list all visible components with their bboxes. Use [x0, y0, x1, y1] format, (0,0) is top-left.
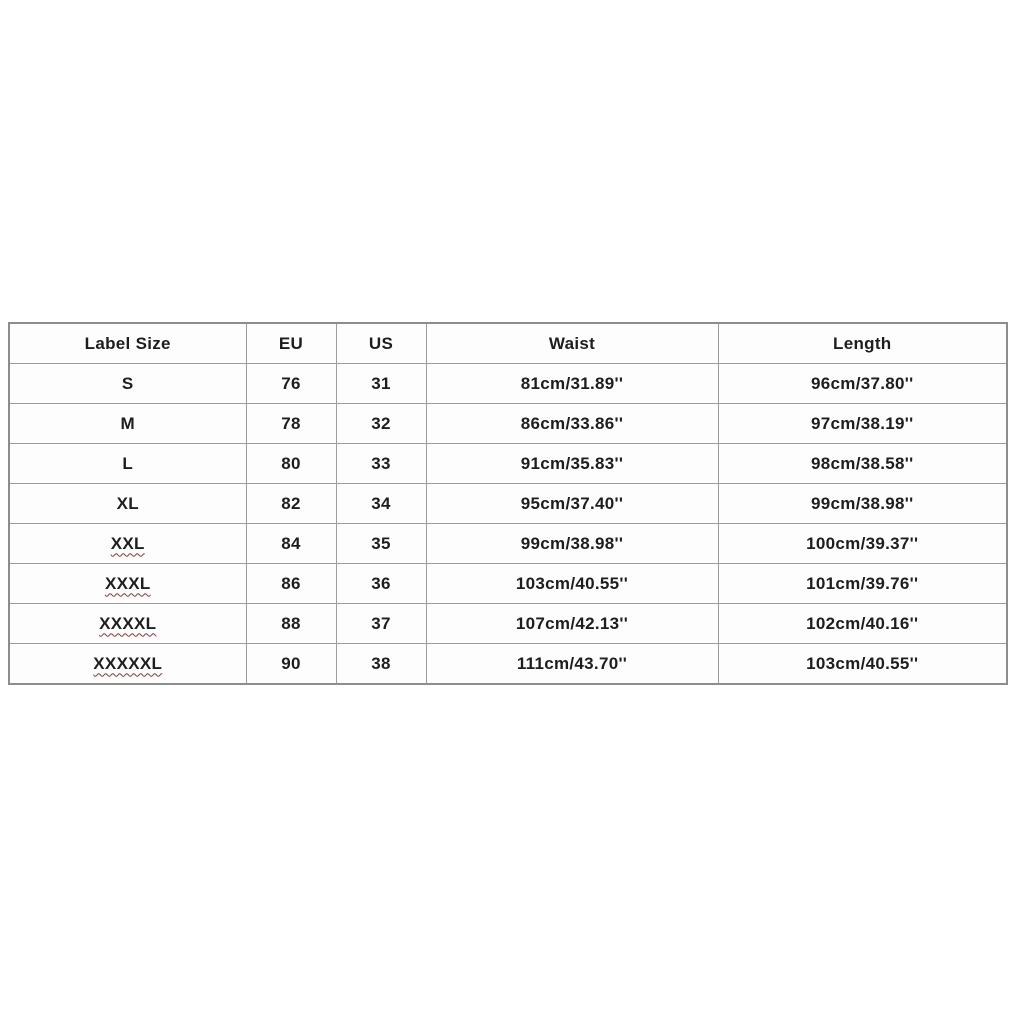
cell-length — [718, 444, 1007, 484]
cell-length — [718, 644, 1007, 685]
cell-us — [336, 444, 426, 484]
table-row — [9, 364, 1007, 404]
cell-us — [336, 564, 426, 604]
size-label-text: S — [121, 373, 134, 393]
length-value: 97cm/38.19'' — [811, 413, 914, 433]
eu-value: 88 — [281, 613, 301, 633]
cell-eu — [246, 644, 336, 685]
waist-value: 81cm/31.89'' — [520, 373, 624, 393]
eu-value: 84 — [281, 533, 301, 553]
cell-eu — [246, 564, 336, 604]
us-value: 35 — [371, 533, 391, 553]
cell-us — [336, 484, 426, 524]
length-value: 102cm/40.16'' — [806, 613, 919, 633]
size-label-text: XL — [116, 493, 139, 513]
size-label-text: XXXXXL — [93, 653, 163, 673]
waist-value: 99cm/38.98'' — [520, 533, 624, 553]
cell-length — [718, 404, 1007, 444]
cell-eu — [246, 484, 336, 524]
table-row — [9, 484, 1007, 524]
length-value: 101cm/39.76'' — [806, 573, 919, 593]
cell-size-label — [9, 564, 246, 604]
cell-us — [336, 644, 426, 685]
header-row — [9, 323, 1007, 364]
cell-eu — [246, 604, 336, 644]
cell-waist — [426, 644, 718, 685]
cell-eu — [246, 404, 336, 444]
cell-waist — [426, 484, 718, 524]
waist-value: 103cm/40.55'' — [515, 573, 629, 593]
cell-waist — [426, 404, 718, 444]
length-value: 100cm/39.37'' — [806, 533, 919, 553]
header-waist: Waist — [426, 323, 718, 364]
cell-size-label — [9, 484, 246, 524]
us-value: 33 — [371, 453, 391, 473]
eu-value: 78 — [281, 413, 301, 433]
length-value: 98cm/38.58'' — [811, 453, 914, 473]
cell-length — [718, 564, 1007, 604]
cell-waist — [426, 524, 718, 564]
size-label-text: M — [120, 413, 135, 433]
waist-value: 107cm/42.13'' — [515, 613, 629, 633]
table-row — [9, 564, 1007, 604]
waist-value: 111cm/43.70'' — [516, 653, 628, 673]
size-chart-table — [8, 322, 1008, 685]
cell-us — [336, 364, 426, 404]
eu-value: 86 — [281, 573, 301, 593]
length-value: 103cm/40.55'' — [806, 653, 919, 673]
cell-size-label — [9, 524, 246, 564]
size-label-text: XXL — [110, 533, 145, 553]
cell-waist — [426, 444, 718, 484]
cell-us — [336, 404, 426, 444]
us-value: 32 — [371, 413, 391, 433]
table-row — [9, 524, 1007, 564]
cell-size-label — [9, 644, 246, 685]
waist-value: 91cm/35.83'' — [520, 453, 624, 473]
header-length: Length — [718, 323, 1007, 364]
us-value: 37 — [371, 613, 391, 633]
eu-value: 80 — [281, 453, 301, 473]
table-row — [9, 404, 1007, 444]
waist-value: 95cm/37.40'' — [520, 493, 624, 513]
cell-eu — [246, 444, 336, 484]
size-label-text: XXXXL — [99, 613, 157, 633]
cell-size-label — [9, 444, 246, 484]
cell-us — [336, 524, 426, 564]
table-row — [9, 444, 1007, 484]
cell-size-label — [9, 604, 246, 644]
cell-size-label — [9, 404, 246, 444]
cell-eu — [246, 364, 336, 404]
cell-waist — [426, 604, 718, 644]
us-value: 31 — [371, 373, 391, 393]
cell-waist — [426, 564, 718, 604]
size-label-text: L — [122, 453, 134, 473]
cell-length — [718, 524, 1007, 564]
cell-waist — [426, 364, 718, 404]
us-value: 34 — [371, 493, 391, 513]
table-row — [9, 644, 1007, 685]
cell-us — [336, 604, 426, 644]
length-value: 99cm/38.98'' — [811, 493, 914, 513]
cell-length — [718, 364, 1007, 404]
header-label-size: Label Size — [9, 323, 246, 364]
us-value: 38 — [371, 653, 391, 673]
cell-size-label — [9, 364, 246, 404]
header-us: US — [336, 323, 426, 364]
table-row — [9, 604, 1007, 644]
eu-value: 76 — [281, 373, 301, 393]
us-value: 36 — [371, 573, 391, 593]
waist-value: 86cm/33.86'' — [520, 413, 624, 433]
header-eu: EU — [246, 323, 336, 364]
eu-value: 90 — [281, 653, 301, 673]
table-body — [9, 364, 1007, 685]
cell-eu — [246, 524, 336, 564]
cell-length — [718, 604, 1007, 644]
length-value: 96cm/37.80'' — [811, 373, 914, 393]
size-label-text: XXXL — [104, 573, 151, 593]
eu-value: 82 — [281, 493, 301, 513]
cell-length — [718, 484, 1007, 524]
